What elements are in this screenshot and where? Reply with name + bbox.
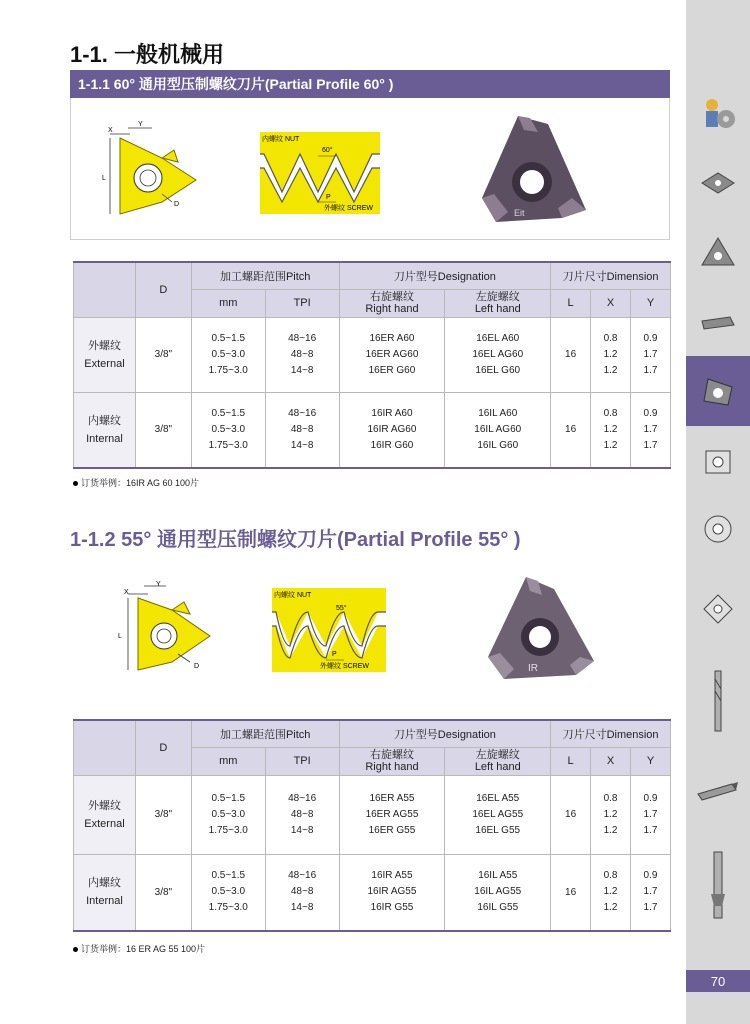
table-row <box>74 317 671 392</box>
header-left-hand: 左旋螺纹 Left hand <box>445 289 551 317</box>
thread-profile-diagram-55 <box>270 586 388 674</box>
row-x: 0.8 1.2 1.2 <box>591 775 631 854</box>
row-d: 3/8" <box>135 317 191 392</box>
row-x: 0.8 1.2 1.2 <box>591 854 631 931</box>
insert-dimension-drawing-60 <box>100 120 210 220</box>
row-right: 16ER A55 16ER AG55 16ER G55 <box>339 775 445 854</box>
square-milling-insert-icon[interactable] <box>686 574 750 644</box>
row-l: 16 <box>551 392 591 468</box>
header-l: L <box>551 289 591 317</box>
parting-blade-icon[interactable] <box>686 288 750 358</box>
header-x: X <box>591 289 631 317</box>
screw-label: 外螺纹 SCREW <box>320 663 369 670</box>
row-right: 16IR A55 16IR AG55 16IR G55 <box>339 854 445 931</box>
section-title-55: 1-1.2 55° 通用型压制螺纹刀片(Partial Profile 55° ) <box>70 529 521 551</box>
header-tpi: TPI <box>265 289 339 317</box>
header-l: L <box>551 747 591 775</box>
row-l: 16 <box>551 317 591 392</box>
category-sidebar <box>686 0 750 1024</box>
end-mill-icon[interactable] <box>686 666 750 736</box>
row-type: 内螺纹 Internal <box>74 854 136 931</box>
row-l: 16 <box>551 854 591 931</box>
header-designation: 刀片型号Designation <box>339 262 551 289</box>
order-example-60: 订货举例：16IR AG 60 100片 <box>73 476 199 489</box>
header-pitch: 加工螺距范围Pitch <box>191 262 339 289</box>
row-left: 16EL A55 16EL AG55 16EL G55 <box>445 775 551 854</box>
spec-table-60 <box>73 261 671 469</box>
insert-product-image-55 <box>484 575 598 683</box>
header-pitch: 加工螺距范围Pitch <box>191 720 339 747</box>
angle-label: 55° <box>336 605 347 612</box>
row-y: 0.9 1.7 1.7 <box>631 392 671 468</box>
row-mm: 0.5~1.5 0.5~3.0 1.75~3.0 <box>191 392 265 468</box>
table-row <box>74 854 671 931</box>
header-y: Y <box>631 747 671 775</box>
square-insert-icon[interactable] <box>686 148 750 218</box>
row-tpi: 48~16 48~8 14~8 <box>265 392 339 468</box>
bullet-icon <box>73 481 78 486</box>
row-left: 16IL A55 16IL AG55 16IL G55 <box>445 854 551 931</box>
row-y: 0.9 1.7 1.7 <box>631 317 671 392</box>
row-mm: 0.5~1.5 0.5~3.0 1.75~3.0 <box>191 317 265 392</box>
header-d: D <box>135 720 191 775</box>
p-label: P <box>326 194 331 201</box>
drill-icon[interactable] <box>686 850 750 920</box>
row-y: 0.9 1.7 1.7 <box>631 775 671 854</box>
header-left-hand: 左旋螺纹 Left hand <box>445 747 551 775</box>
threading-insert-icon[interactable] <box>686 356 750 426</box>
p-label: P <box>332 651 337 658</box>
bullet-icon <box>73 947 78 952</box>
row-left: 16EL A60 16EL AG60 16EL G60 <box>445 317 551 392</box>
dim-label-l: L <box>118 633 122 640</box>
triangle-insert-icon[interactable] <box>686 218 750 288</box>
nut-label: 内螺纹 NUT <box>274 592 312 599</box>
header-dimension: 刀片尺寸Dimension <box>551 262 671 289</box>
boring-bar-icon[interactable] <box>686 756 750 826</box>
dim-label-y: Y <box>138 121 143 128</box>
table-row <box>74 392 671 468</box>
row-type: 内螺纹 Internal <box>74 392 136 468</box>
header-x: X <box>591 747 631 775</box>
dim-label-x: X <box>108 127 113 134</box>
nut-label: 内螺纹 NUT <box>262 136 300 143</box>
row-x: 0.8 1.2 1.2 <box>591 392 631 468</box>
order-example-55: 订货举例：16 ER AG 55 100片 <box>73 942 205 955</box>
square-hole-insert-icon[interactable] <box>686 426 750 496</box>
row-d: 3/8" <box>135 392 191 468</box>
dim-label-x: X <box>124 589 129 596</box>
row-tpi: 48~16 48~8 14~8 <box>265 854 339 931</box>
worker-gear-icon[interactable] <box>686 80 750 150</box>
row-x: 0.8 1.2 1.2 <box>591 317 631 392</box>
row-right: 16ER A60 16ER AG60 16ER G60 <box>339 317 445 392</box>
row-type: 外螺纹 External <box>74 775 136 854</box>
header-y: Y <box>631 289 671 317</box>
header-designation: 刀片型号Designation <box>339 720 551 747</box>
angle-label: 60° <box>322 147 333 154</box>
header-right-hand: 右旋螺纹 Right hand <box>339 747 445 775</box>
row-d: 3/8" <box>135 775 191 854</box>
row-left: 16IL A60 16IL AG60 16IL G60 <box>445 392 551 468</box>
row-l: 16 <box>551 775 591 854</box>
header-blank <box>74 720 136 775</box>
header-mm: mm <box>191 747 265 775</box>
header-mm: mm <box>191 289 265 317</box>
header-blank <box>74 262 136 317</box>
row-mm: 0.5~1.5 0.5~3.0 1.75~3.0 <box>191 854 265 931</box>
dim-label-d: D <box>174 201 180 208</box>
section-title-60: 1-1.1 60° 通用型压制螺纹刀片(Partial Profile 60° ) <box>70 70 670 98</box>
row-mm: 0.5~1.5 0.5~3.0 1.75~3.0 <box>191 775 265 854</box>
dim-label-y: Y <box>156 581 161 588</box>
header-d: D <box>135 262 191 317</box>
header-right-hand: 右旋螺纹 Right hand <box>339 289 445 317</box>
insert-marking: IR <box>528 663 538 674</box>
header-dimension: 刀片尺寸Dimension <box>551 720 671 747</box>
spec-table-55 <box>73 719 671 932</box>
screw-label: 外螺纹 SCREW <box>324 205 373 212</box>
row-tpi: 48~16 48~8 14~8 <box>265 317 339 392</box>
table-row <box>74 775 671 854</box>
page-number: 70 <box>686 970 750 992</box>
insert-product-image-60 <box>478 112 590 228</box>
dim-label-d: D <box>194 663 200 670</box>
row-y: 0.9 1.7 1.7 <box>631 854 671 931</box>
insert-marking: Eit <box>514 208 525 218</box>
row-tpi: 48~16 48~8 14~8 <box>265 775 339 854</box>
dim-label-l: L <box>102 175 106 182</box>
row-type: 外螺纹 External <box>74 317 136 392</box>
header-tpi: TPI <box>265 747 339 775</box>
row-right: 16IR A60 16IR AG60 16IR G60 <box>339 392 445 468</box>
round-insert-icon[interactable] <box>686 494 750 564</box>
page-title: 1-1. 一般机械用 <box>70 42 225 67</box>
row-d: 3/8" <box>135 854 191 931</box>
insert-dimension-drawing-55 <box>114 580 224 676</box>
thread-profile-diagram-60 <box>258 130 382 216</box>
